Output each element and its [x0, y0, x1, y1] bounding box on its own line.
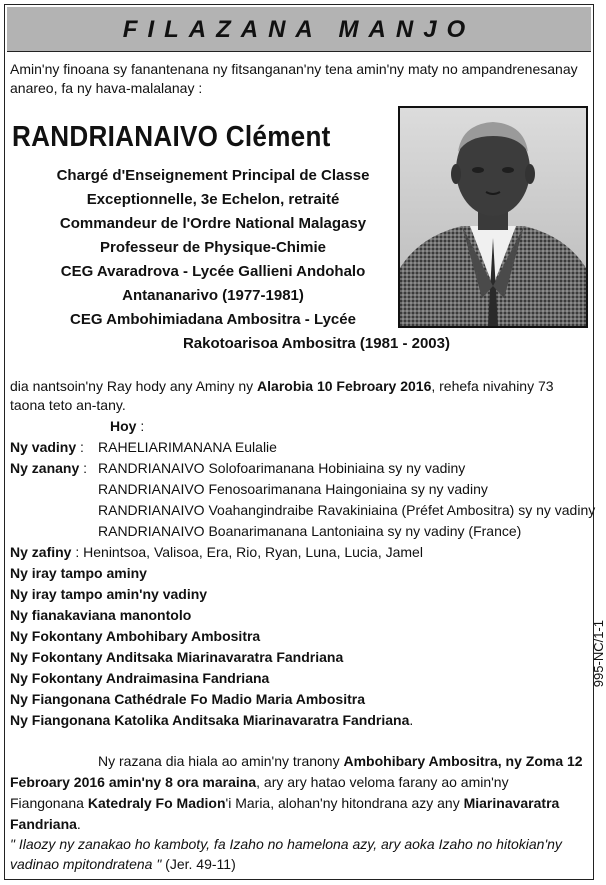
quote-reference: (Jer. 49-11) [161, 856, 236, 872]
zanany-item: RANDRIANAIVO Solofoarimanana Hobiniaina sy ny vadiny [98, 460, 466, 476]
death-announcement [10, 377, 582, 415]
title-line: Antananarivo (1977-1981) [122, 287, 304, 304]
bible-quote [10, 834, 588, 874]
burial-text: Ny razana dia hiala ao amin'ny tranony [98, 753, 344, 769]
title-line: Exceptionnelle, 3e Echelon, retraité [86, 191, 340, 208]
zafiny-label: Ny zafiny [10, 544, 72, 560]
vadiny-sep: : [76, 439, 84, 455]
death-date: Alarobia 10 Febroary 2016 [257, 378, 432, 394]
header-title: FILAZANA MANJO [122, 16, 476, 43]
burial-destination: Miarinavaratra Fandriana [10, 795, 560, 832]
title-line: Chargé d'Enseignement Principal de Classe [56, 167, 370, 184]
title-line: CEG Ambohimiadana Ambositra - Lycée [70, 311, 356, 328]
zafiny-line [10, 544, 423, 560]
family-line: Ny iray tampo amin'ny vadiny [10, 586, 208, 602]
family-line: Ny Fiangonana Cathédrale Fo Madio Maria Ambositra [10, 691, 365, 707]
death-text-before: dia nantsoin'ny Ray hody any Aminy ny [10, 378, 258, 394]
zanany-item: RANDRIANAIVO Fenosoarimanana Haingoniaina sy ny vadiny [98, 481, 488, 497]
church-name: Katedraly Fo Madion [87, 795, 226, 811]
family-line: Ny Fokontany Anditsaka Miarinavaratra Fandriana [10, 649, 344, 665]
hoy-line [110, 418, 144, 434]
header-bar [7, 7, 591, 52]
zanany-item: RANDRIANAIVO Voahangindraibe Ravakiniaina (Préfet Ambositra) sy ny vadiny [98, 502, 596, 518]
burial-paragraph [10, 751, 586, 835]
burial-text: 'i Maria [225, 795, 271, 811]
family-line: Ny iray tampo aminy [10, 565, 147, 581]
final-period: . [409, 712, 414, 728]
family-line: Ny fianakaviana manontolo [10, 607, 192, 623]
family-line-last [10, 712, 413, 728]
family-line: Ny Fiangonana Katolika Anditsaka Miarinavaratra Fandriana [10, 712, 410, 728]
death-text-after: , rehefa nivahiny 73 taona teto an-tany. [10, 378, 554, 413]
hoy-label: Hoy [110, 418, 137, 434]
portrait-photo [398, 106, 588, 328]
zanany-item: RANDRIANAIVO Boanarimanana Lantoniaina sy ny vadiny (France) [98, 523, 522, 539]
title-line: Professeur de Physique-Chimie [100, 239, 326, 256]
title-line: Commandeur de l'Ordre National Malagasy [59, 215, 367, 232]
burial-text: . [76, 816, 81, 832]
burial-text: , ary ary hatao veloma farany ao amin'ny Fiangonana [10, 774, 509, 811]
deceased-titles [22, 164, 450, 356]
family-line: Ny Fokontany Ambohibary Ambositra [10, 628, 261, 644]
vadiny-label: Ny vadiny [10, 439, 77, 455]
zanany-label-row [10, 460, 87, 476]
quote-text: " Ilaozy ny zanakao ho kamboty, fa Izaho no hamelona azy, ary aoka Izaho no hitokian'ny vadinao mpitondratena " [10, 836, 562, 872]
zafiny-value: : Henintsoa, Valisoa, Era, Rio, Ryan, Luna, Lucia, Jamel [71, 544, 423, 560]
zanany-sep: : [79, 460, 88, 476]
burial-text: , alohan'ny hitondrana azy any [270, 795, 464, 811]
ad-code: 995-NC/1-1 [591, 620, 606, 688]
deceased-name: RANDRIANAIVO Clément [12, 121, 331, 153]
vadiny-value: RAHELIARIMANANA Eulalie [98, 439, 277, 455]
zanany-label: Ny zanany [10, 460, 80, 476]
vadiny-label-row [10, 439, 84, 455]
family-line: Ny Fokontany Andraimasina Fandriana [10, 670, 270, 686]
title-line: Rakotoarisoa Ambositra (1981 - 2003) [182, 335, 450, 352]
portrait-image [400, 108, 586, 326]
hoy-suffix: : [136, 418, 145, 434]
burial-place-time: Ambohibary Ambositra, ny Zoma 12 Febroary 2016 amin'ny 8 ora maraina [10, 753, 583, 790]
intro-text: Amin'ny finoana sy fanantenana ny fitsanganan'ny tena amin'ny maty no ampandrenesanay anareo, fa ny hava-malalanay : [10, 61, 578, 96]
title-line: CEG Avaradrova - Lycée Gallieni Andohalo [60, 263, 366, 280]
